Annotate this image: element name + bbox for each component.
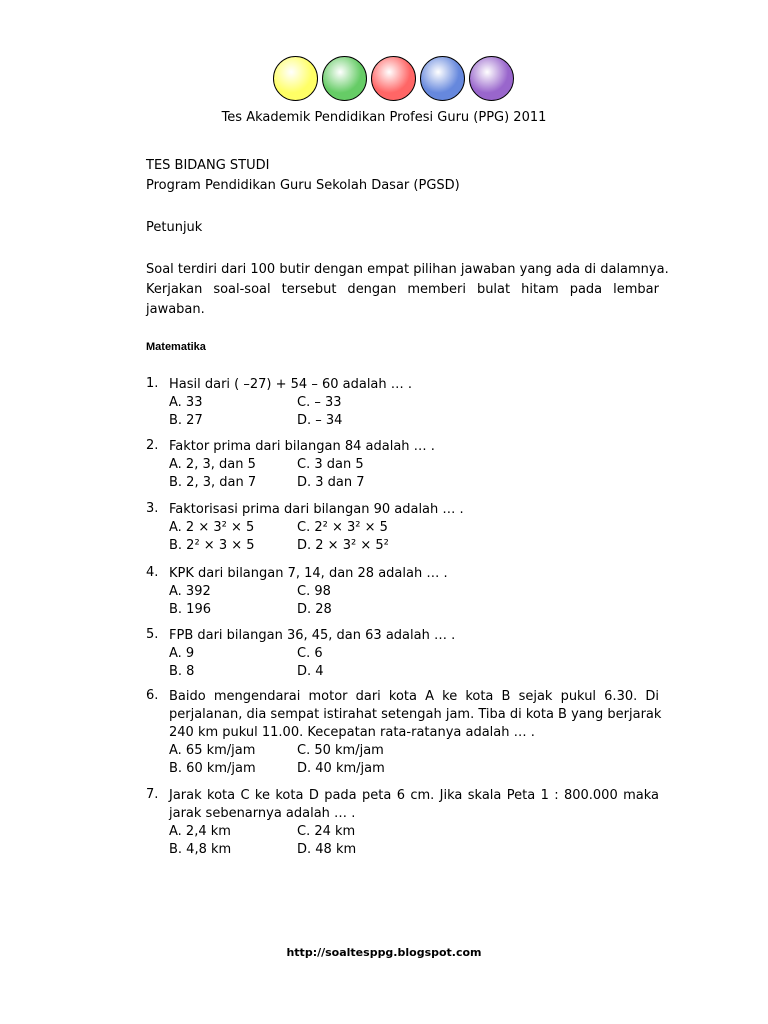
- question-line: perjalanan, dia sempat istirahat setengah jam. Tiba di kota B yang berjarak: [169, 707, 662, 722]
- option-a: A. 2,4 km: [169, 824, 231, 839]
- option-d: D. 2 × 3² × 5²: [297, 538, 389, 553]
- option-row: [169, 537, 469, 555]
- option-c: C. – 33: [297, 395, 342, 410]
- question-text: [169, 376, 659, 394]
- option-a: A. 392: [169, 584, 211, 599]
- question-line: Hasil dari ( –27) + 54 – 60 adalah … .: [169, 377, 413, 392]
- option-row: [169, 742, 469, 760]
- question-number: 7.: [146, 787, 159, 802]
- answer-options: [169, 645, 469, 681]
- instruction-line: jawaban.: [146, 302, 205, 317]
- option-d: D. 28: [297, 602, 332, 617]
- option-c: C. 2² × 3² × 5: [297, 520, 388, 535]
- option-row: [169, 583, 469, 601]
- option-c: C. 50 km/jam: [297, 743, 384, 758]
- question-line: Faktor prima dari bilangan 84 adalah … .: [169, 439, 435, 454]
- option-row: [169, 412, 469, 430]
- instructions: [146, 260, 669, 320]
- purple-circle: [469, 56, 514, 101]
- question-text: [169, 501, 659, 519]
- option-c: C. 3 dan 5: [297, 457, 364, 472]
- question-text: [169, 787, 659, 823]
- logo-circles: [273, 56, 514, 101]
- option-a: A. 65 km/jam: [169, 743, 256, 758]
- option-row: [169, 601, 469, 619]
- instruction-line: Kerjakan soal-soal tersebut dengan memberi bulat hitam pada lembar: [146, 282, 659, 297]
- option-d: D. – 34: [297, 413, 343, 428]
- question-text: [169, 627, 659, 645]
- option-row: [169, 645, 469, 663]
- option-row: [169, 394, 469, 412]
- option-a: A. 2, 3, dan 5: [169, 457, 256, 472]
- option-row: [169, 760, 469, 778]
- option-b: B. 60 km/jam: [169, 761, 256, 776]
- answer-options: [169, 742, 469, 778]
- option-row: [169, 519, 469, 537]
- header-block: [146, 156, 659, 196]
- question-line: Baido mengendarai motor dari kota A ke kota B sejak pukul 6.30. Di: [169, 689, 659, 704]
- option-d: D. 4: [297, 664, 324, 679]
- petunjuk-text: Petunjuk: [146, 220, 203, 235]
- section-heading: Matematika: [146, 341, 206, 353]
- question-number: 6.: [146, 688, 159, 703]
- heading-test: TES BIDANG STUDI: [146, 158, 270, 173]
- document-title: Tes Akademik Pendidikan Profesi Guru (PPG) 2011: [221, 110, 547, 125]
- option-row: [169, 841, 469, 859]
- option-d: D. 48 km: [297, 842, 357, 857]
- question-line: jarak sebenarnya adalah … .: [169, 806, 356, 821]
- answer-options: [169, 583, 469, 619]
- petunjuk-label: [146, 218, 659, 238]
- option-b: B. 8: [169, 664, 195, 679]
- option-c: C. 98: [297, 584, 331, 599]
- question-line: 240 km pukul 11.00. Kecepatan rata-ratanya adalah … .: [169, 725, 535, 740]
- question-number: 4.: [146, 565, 159, 580]
- question-line: Faktorisasi prima dari bilangan 90 adalah … .: [169, 502, 464, 517]
- footer-url: http://soaltesppg.blogspot.com: [286, 946, 482, 959]
- question-text: [169, 688, 662, 742]
- option-c: C. 6: [297, 646, 323, 661]
- heading-program: Program Pendidikan Guru Sekolah Dasar (PGSD): [146, 178, 460, 193]
- question-number: 3.: [146, 501, 159, 516]
- yellow-circle: [273, 56, 318, 101]
- option-row: [169, 474, 469, 492]
- blue-circle: [420, 56, 465, 101]
- question-line: FPB dari bilangan 36, 45, dan 63 adalah … .: [169, 628, 456, 643]
- option-c: C. 24 km: [297, 824, 356, 839]
- question-text: [169, 438, 659, 456]
- question-text: [169, 565, 659, 583]
- question-line: KPK dari bilangan 7, 14, dan 28 adalah … .: [169, 566, 448, 581]
- option-row: [169, 823, 469, 841]
- option-a: A. 2 × 3² × 5: [169, 520, 255, 535]
- option-b: B. 27: [169, 413, 203, 428]
- option-b: B. 4,8 km: [169, 842, 232, 857]
- option-b: B. 2, 3, dan 7: [169, 475, 257, 490]
- option-a: A. 33: [169, 395, 203, 410]
- option-d: D. 3 dan 7: [297, 475, 365, 490]
- option-d: D. 40 km/jam: [297, 761, 385, 776]
- answer-options: [169, 394, 469, 430]
- option-b: B. 2² × 3 × 5: [169, 538, 255, 553]
- answer-options: [169, 456, 469, 492]
- answer-options: [169, 519, 469, 555]
- option-row: [169, 456, 469, 474]
- option-a: A. 9: [169, 646, 195, 661]
- red-circle: [371, 56, 416, 101]
- option-b: B. 196: [169, 602, 211, 617]
- option-row: [169, 663, 469, 681]
- question-number: 5.: [146, 627, 159, 642]
- green-circle: [322, 56, 367, 101]
- instruction-line: Soal terdiri dari 100 butir dengan empat pilihan jawaban yang ada di dalamnya.: [146, 262, 669, 277]
- question-number: 1.: [146, 376, 159, 391]
- question-number: 2.: [146, 438, 159, 453]
- question-line: Jarak kota C ke kota D pada peta 6 cm. Jika skala Peta 1 : 800.000 maka: [169, 788, 659, 803]
- answer-options: [169, 823, 469, 859]
